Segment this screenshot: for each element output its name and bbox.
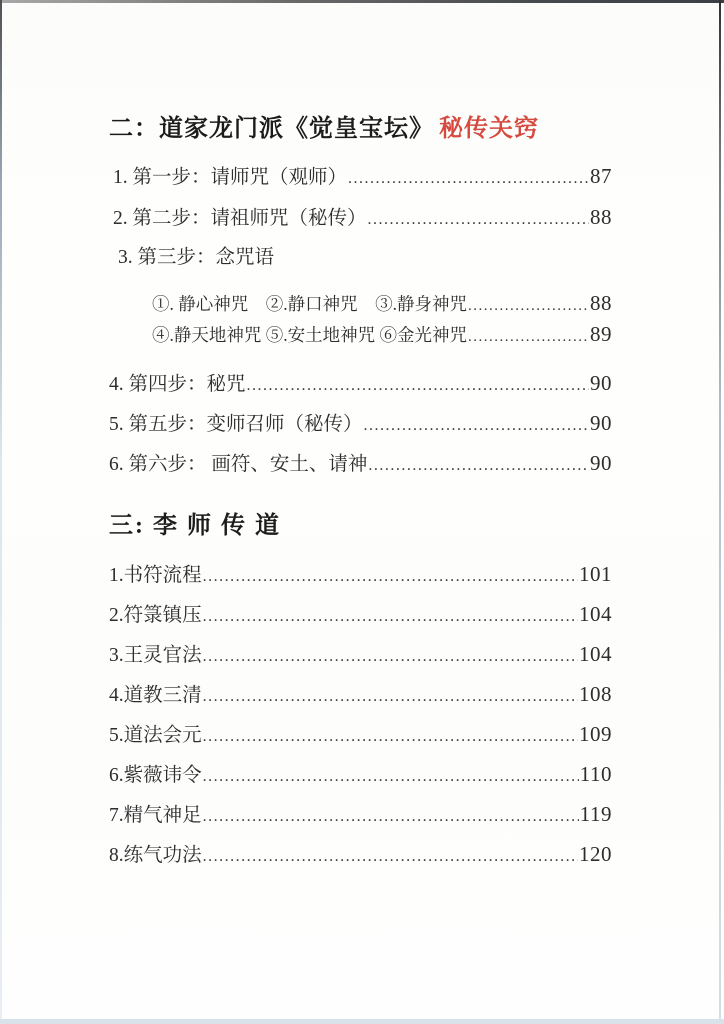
entry-label: 8.练气功法: [109, 845, 202, 866]
dot-leader: [203, 764, 579, 790]
dot-leader: [468, 324, 589, 350]
page-number: 90: [590, 371, 612, 395]
entry-label: 5. 第五步：变师召师（秘传）: [109, 414, 363, 435]
page-number: 101: [579, 562, 612, 586]
entry-label: 5.道法会元: [109, 725, 202, 746]
entry-label: ①. 静心神咒 ②.静口神咒 ③.静身神咒: [152, 294, 467, 314]
toc-subentry-mantras-2: [109, 321, 612, 350]
toc-entry-step5: [109, 410, 612, 439]
dot-leader: [203, 564, 578, 590]
toc-subentry-mantras-1: [109, 290, 612, 319]
dot-leader: [203, 724, 578, 750]
dot-leader: [247, 373, 589, 399]
entry-label: 2. 第二步：请祖师咒（秘传）: [113, 208, 367, 229]
toc-entry-lishi-3: [109, 641, 612, 670]
scan-edge-top: [0, 0, 724, 3]
toc-entry-lishi-1: [109, 561, 612, 590]
scan-edge-right: [719, 0, 721, 1024]
entry-label: 7.精气神足: [109, 805, 202, 826]
toc-entry-lishi-6: [109, 761, 612, 790]
page-number: 120: [579, 842, 612, 866]
page-number: 88: [590, 205, 612, 229]
page-number: 89: [590, 322, 612, 346]
page-number: 109: [579, 722, 612, 746]
entry-label: 1. 第一步：请师咒（观师）: [113, 167, 348, 188]
dot-leader: [368, 207, 589, 233]
entry-label: 3. 第三步：念咒语: [118, 247, 275, 268]
toc-entry-step3: [109, 245, 612, 271]
dot-leader: [203, 604, 578, 630]
page-number: 88: [590, 291, 612, 315]
toc-entry-lishi-8: [109, 841, 612, 870]
page-number: 104: [579, 602, 612, 626]
toc-entry-lishi-4: [109, 681, 612, 710]
page-number: 119: [579, 802, 612, 826]
scan-edge-left: [0, 0, 2, 1024]
dot-leader: [468, 293, 589, 319]
dot-leader: [364, 413, 589, 439]
toc-entry-step1: [109, 163, 612, 192]
toc-entry-step6: [109, 450, 612, 479]
section-1-heading-red: 秘传关窍: [439, 116, 539, 142]
scan-edge-bottom: [0, 1019, 724, 1024]
toc-entry-step4: [109, 370, 612, 399]
page-number: 87: [590, 164, 612, 188]
entry-label: 6. 第六步： 画符、安土、请神: [109, 454, 368, 475]
page-number: 104: [579, 642, 612, 666]
dot-leader: [348, 166, 589, 192]
page-number: 110: [579, 762, 612, 786]
entry-label: 2.符箓镇压: [109, 605, 202, 626]
page-number: 90: [590, 451, 612, 475]
entry-label: 6.紫薇讳令: [109, 765, 202, 786]
section-1-heading-black: 二：道家龙门派《觉皇宝坛》: [109, 116, 434, 142]
dot-leader: [203, 804, 579, 830]
dot-leader: [368, 453, 589, 479]
page-number: 108: [579, 682, 612, 706]
dot-leader: [203, 844, 578, 870]
dot-leader: [203, 684, 578, 710]
entry-label: 3.王灵官法: [109, 645, 202, 666]
toc-entry-step2: [109, 204, 612, 233]
toc-entry-lishi-5: [109, 721, 612, 750]
dot-leader: [203, 644, 578, 670]
toc-entry-lishi-2: [109, 601, 612, 630]
section-2-heading: 三: 李 师 传 道: [109, 513, 281, 539]
entry-label: 4.道教三清: [109, 685, 202, 706]
entry-label: 1.书符流程: [109, 565, 202, 586]
entry-label: ④.静天地神咒 ⑤.安土地神咒 ⑥金光神咒: [152, 325, 467, 345]
entry-label: 4. 第四步：秘咒: [109, 374, 246, 395]
page-number: 90: [590, 411, 612, 435]
toc-content: [109, 112, 612, 870]
section-1-heading: [109, 112, 612, 146]
toc-entry-lishi-7: [109, 801, 612, 830]
